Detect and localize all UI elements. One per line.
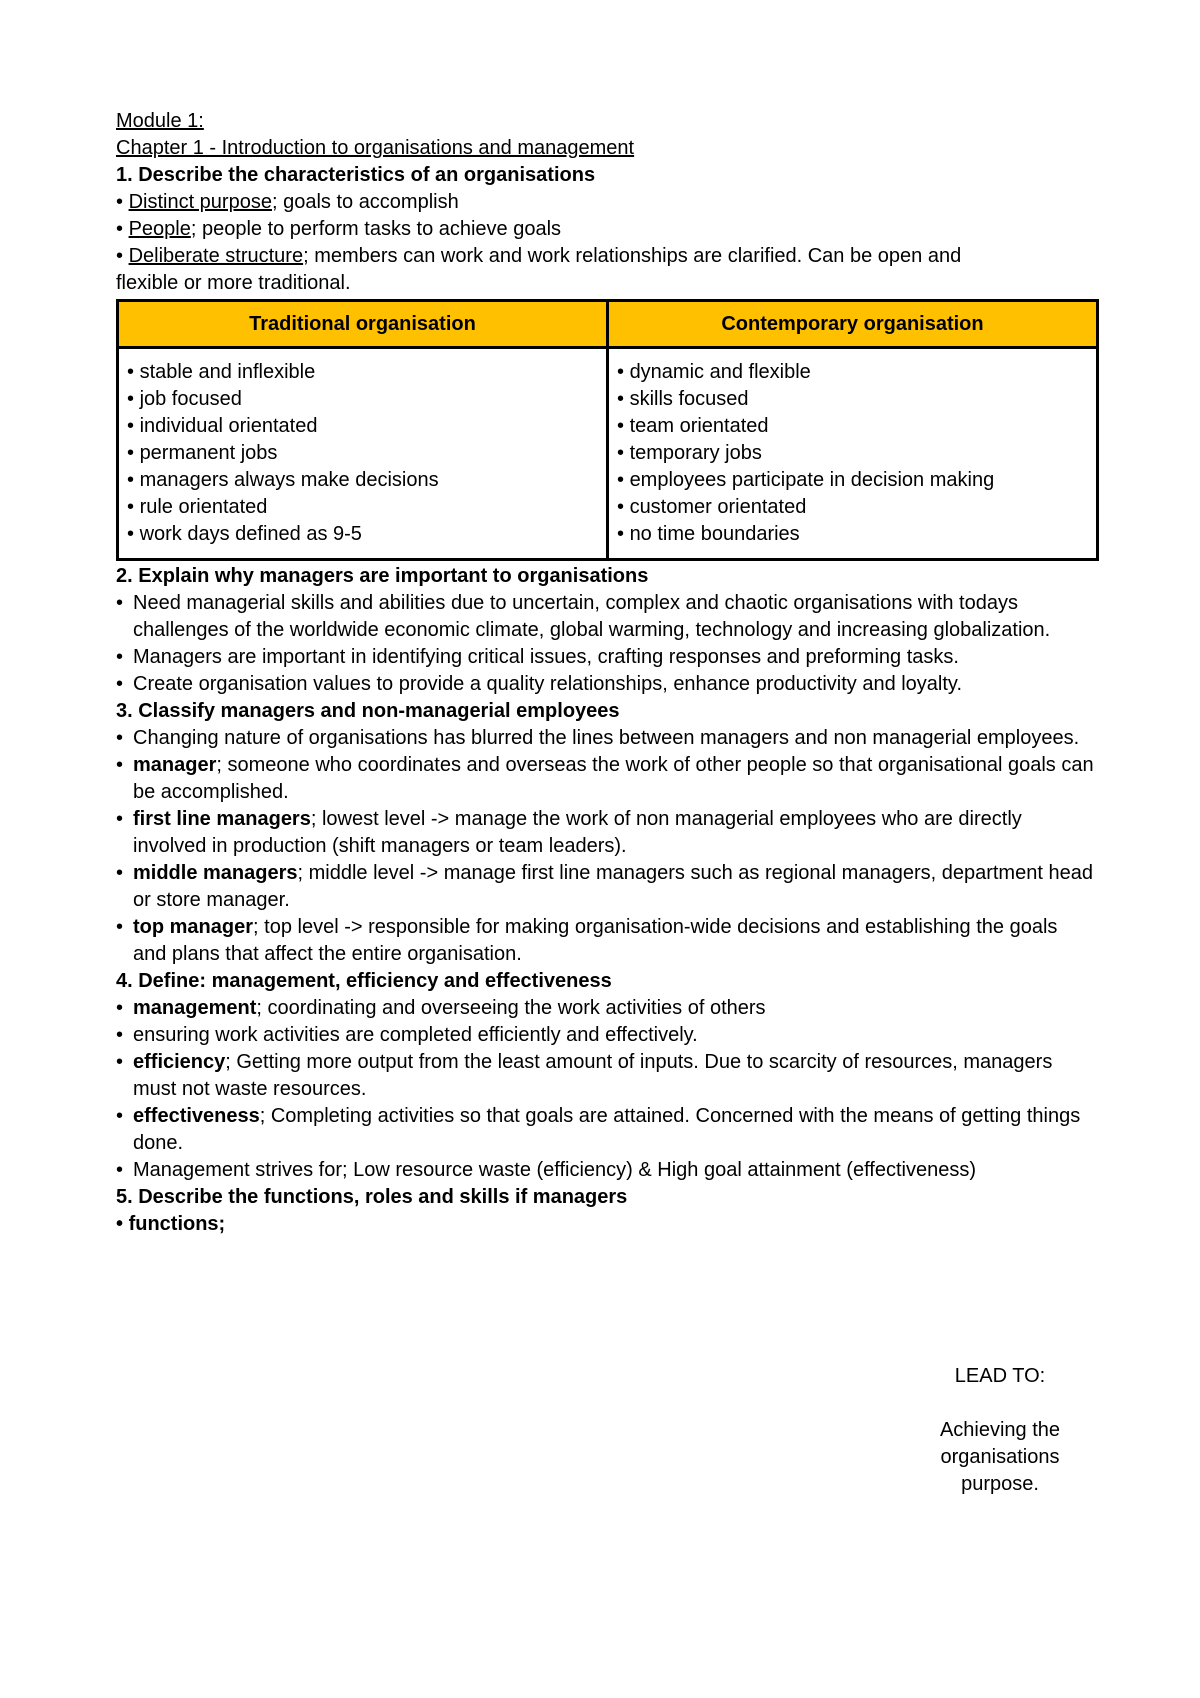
list-item: • Need managerial skills and abilities due to uncertain, complex and chaotic organisations with todays challenges of the worldwide economic climate, global warming, technology and increasing globalization. (116, 590, 1096, 644)
table-item: • temporary jobs (617, 442, 762, 464)
table-header-contemporary: Contemporary organisation (608, 301, 1098, 348)
list-item: • manager; someone who coordinates and overseas the work of other people so that organisational goals can be accomplished. (116, 752, 1096, 806)
contemporary-column (608, 348, 1098, 560)
section-3-list (116, 725, 1096, 968)
list-item: • Distinct purpose; goals to accomplish (116, 191, 459, 213)
lead-to-box (880, 1363, 1120, 1498)
list-item: • Create organisation values to provide a quality relationships, enhance productivity and loyalty. (116, 671, 1096, 698)
table-item: • skills focused (617, 388, 749, 410)
table-item: • customer orientated (617, 496, 807, 518)
list-item: • management; coordinating and overseeing the work activities of others (116, 995, 1096, 1022)
list-item: • Changing nature of organisations has blurred the lines between managers and non managerial employees. (116, 725, 1096, 752)
table-item: • job focused (127, 388, 242, 410)
list-item: • top manager; top level -> responsible for making organisation-wide decisions and establishing the goals and plans that affect the entire organisation. (116, 914, 1096, 968)
lead-to-label: LEAD TO: (954, 1365, 1046, 1387)
list-item: • People; people to perform tasks to achieve goals (116, 218, 562, 240)
traditional-column (118, 348, 608, 560)
document-body (116, 108, 1096, 1238)
list-item: • first line managers; lowest level -> manage the work of non managerial employees who are directly involved in production (shift managers or team leaders). (116, 806, 1096, 860)
section-2-heading: 2. Explain why managers are important to organisations (116, 565, 649, 587)
list-item: • Management strives for; Low resource waste (efficiency) & High goal attainment (effectiveness) (116, 1157, 1096, 1184)
table-item: • stable and inflexible (127, 361, 316, 383)
list-item: • ensuring work activities are completed efficiently and effectively. (116, 1022, 1096, 1049)
table-item: • dynamic and flexible (617, 361, 811, 383)
table-item: • individual orientated (127, 415, 318, 437)
table-item: • no time boundaries (617, 523, 800, 545)
list-item: • Managers are important in identifying critical issues, crafting responses and preforming tasks. (116, 644, 1096, 671)
table-item: • employees participate in decision making (617, 469, 995, 491)
list-item: • functions; (116, 1213, 226, 1235)
section-4-list (116, 995, 1096, 1184)
table-item: • team orientated (617, 415, 769, 437)
section-5-heading: 5. Describe the functions, roles and skills if managers (116, 1186, 628, 1208)
table-item: • managers always make decisions (127, 469, 439, 491)
section-3-heading: 3. Classify managers and non-managerial employees (116, 700, 620, 722)
list-item: • middle managers; middle level -> manage first line managers such as regional managers, department head or store manager. (116, 860, 1096, 914)
list-item: • effectiveness; Completing activities so that goals are attained. Concerned with the means of getting things done. (116, 1103, 1096, 1157)
list-item-continuation: flexible or more traditional. (116, 272, 351, 294)
chapter-title: Chapter 1 - Introduction to organisations and management (116, 137, 635, 159)
section-1-heading: 1. Describe the characteristics of an organisations (116, 164, 596, 186)
table-item: • permanent jobs (127, 442, 278, 464)
lead-line: Achieving the (939, 1419, 1061, 1441)
section-2-list (116, 590, 1096, 698)
lead-line: organisations (940, 1446, 1060, 1468)
module-title: Module 1: (116, 110, 204, 132)
table-item: • work days defined as 9-5 (127, 523, 362, 545)
spacer (880, 1390, 1120, 1417)
list-item: • efficiency; Getting more output from the least amount of inputs. Due to scarcity of resources, managers must not waste resources. (116, 1049, 1096, 1103)
list-item: • Deliberate structure; members can work and work relationships are clarified. Can be open and (116, 245, 962, 267)
lead-line: purpose. (961, 1473, 1039, 1495)
table-item: • rule orientated (127, 496, 268, 518)
comparison-table (116, 299, 1099, 561)
table-header-traditional: Traditional organisation (118, 301, 608, 348)
section-4-heading: 4. Define: management, efficiency and effectiveness (116, 970, 612, 992)
